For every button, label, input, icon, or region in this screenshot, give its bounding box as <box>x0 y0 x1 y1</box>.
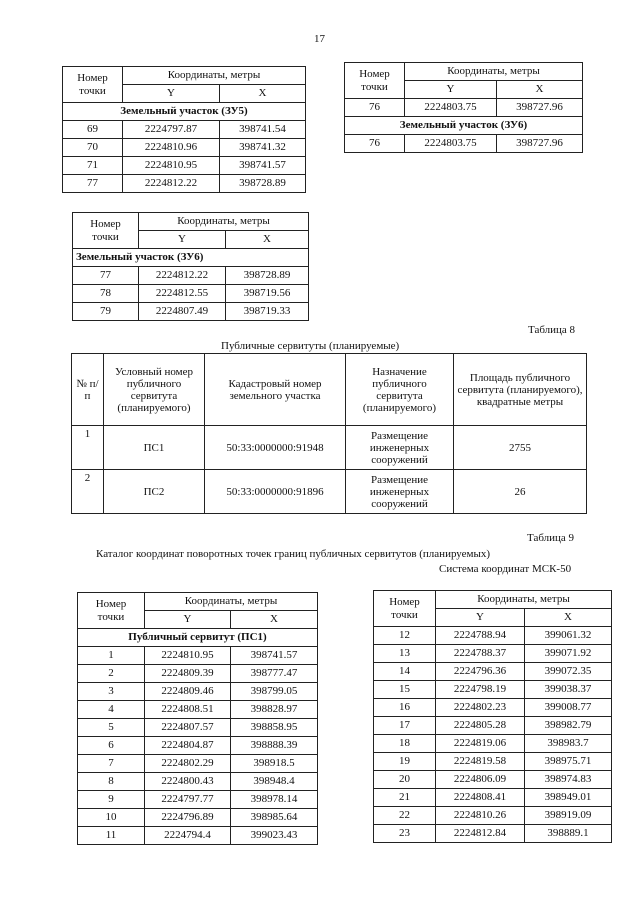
y-value: 2224810.26 <box>436 807 525 825</box>
x-value: 398975.71 <box>525 753 612 771</box>
x-col-header: X <box>525 609 612 627</box>
table-row <box>73 303 309 321</box>
table-row <box>78 683 318 701</box>
y-value: 2224796.36 <box>436 663 525 681</box>
y-value: 2224800.43 <box>145 773 231 791</box>
coords-col-header: Координаты, метры <box>436 591 612 609</box>
table-row <box>374 753 612 771</box>
y-value: 2224809.46 <box>145 683 231 701</box>
cadastral-header: Кадастровый номер земельного участка <box>205 354 346 426</box>
area: 26 <box>454 470 587 514</box>
y-value: 2224798.19 <box>436 681 525 699</box>
y-col-header: Y <box>145 611 231 629</box>
servitude-code: ПС1 <box>104 426 205 470</box>
table-row <box>374 645 612 663</box>
table-row <box>78 737 318 755</box>
point-number: 1 <box>78 647 145 665</box>
coords-col-header: Координаты, метры <box>139 213 309 231</box>
x-value: 398741.32 <box>220 139 306 157</box>
coords-col-header: Координаты, метры <box>405 63 583 81</box>
point-number: 5 <box>78 719 145 737</box>
y-value: 2224810.95 <box>145 647 231 665</box>
point-number: 6 <box>78 737 145 755</box>
coords-col-header: Координаты, метры <box>145 593 318 611</box>
servitude-code: ПС2 <box>104 470 205 514</box>
point-number: 15 <box>374 681 436 699</box>
point-number: 10 <box>78 809 145 827</box>
x-value: 398948.4 <box>231 773 318 791</box>
purpose: Размещение инженерных сооружений <box>346 470 454 514</box>
point-number: 17 <box>374 717 436 735</box>
x-value: 399008.77 <box>525 699 612 717</box>
point-number: 9 <box>78 791 145 809</box>
table-row <box>78 647 318 665</box>
point-number: 69 <box>63 121 123 139</box>
section-title: Земельный участок (ЗУ6) <box>345 117 583 135</box>
table-row <box>374 699 612 717</box>
y-value: 2224804.87 <box>145 737 231 755</box>
x-value: 398889.1 <box>525 825 612 843</box>
table-row <box>374 681 612 699</box>
servitudes-table <box>71 353 587 514</box>
y-value: 2224797.87 <box>123 121 220 139</box>
point-number: 77 <box>73 267 139 285</box>
table-row <box>78 809 318 827</box>
y-value: 2224802.29 <box>145 755 231 773</box>
table-row <box>72 470 587 514</box>
point-number: 77 <box>63 175 123 193</box>
table-row <box>345 135 583 153</box>
y-col-header: Y <box>436 609 525 627</box>
point-col-header: Номер точки <box>78 593 145 629</box>
table-row <box>72 426 587 470</box>
x-value: 399071.92 <box>525 645 612 663</box>
table-row <box>63 139 306 157</box>
x-value: 398741.57 <box>231 647 318 665</box>
point-number: 78 <box>73 285 139 303</box>
table-row <box>345 99 583 117</box>
coordinate-system: Система координат МСК-50 <box>439 563 572 575</box>
point-number: 70 <box>63 139 123 157</box>
y-col-header: Y <box>139 231 226 249</box>
point-number: 18 <box>374 735 436 753</box>
table9-label: Таблица 9 <box>527 532 575 544</box>
table8-title: Публичные сервитуты (планируемые) <box>221 340 400 352</box>
section-title: Земельный участок (ЗУ5) <box>63 103 306 121</box>
y-value: 2224812.55 <box>139 285 226 303</box>
table-row <box>78 665 318 683</box>
table-row <box>78 827 318 845</box>
table-row <box>374 627 612 645</box>
coords-table-zu6-right <box>344 62 583 153</box>
point-number: 8 <box>78 773 145 791</box>
point-number: 79 <box>73 303 139 321</box>
table-row <box>73 267 309 285</box>
y-value: 2224810.95 <box>123 157 220 175</box>
point-number: 12 <box>374 627 436 645</box>
table9-title: Каталог координат поворотных точек границ публичных сервитутов (планируемых) <box>96 548 491 560</box>
y-value: 2224812.22 <box>123 175 220 193</box>
table-row <box>63 175 306 193</box>
table-row <box>374 717 612 735</box>
table-row <box>374 789 612 807</box>
x-value: 398728.89 <box>226 267 309 285</box>
area: 2755 <box>454 426 587 470</box>
x-value: 398719.33 <box>226 303 309 321</box>
y-value: 2224812.22 <box>139 267 226 285</box>
x-value: 398985.64 <box>231 809 318 827</box>
y-value: 2224807.49 <box>139 303 226 321</box>
table8-label: Таблица 8 <box>528 324 576 336</box>
point-number: 3 <box>78 683 145 701</box>
x-value: 398727.96 <box>497 99 583 117</box>
x-value: 398828.97 <box>231 701 318 719</box>
x-value: 398741.54 <box>220 121 306 139</box>
y-value: 2224806.09 <box>436 771 525 789</box>
x-value: 399061.32 <box>525 627 612 645</box>
y-value: 2224805.28 <box>436 717 525 735</box>
table-row <box>374 771 612 789</box>
y-value: 2224802.23 <box>436 699 525 717</box>
table-row <box>374 807 612 825</box>
x-value: 398799.05 <box>231 683 318 701</box>
x-value: 398974.83 <box>525 771 612 789</box>
coords-table-ps1 <box>77 592 318 845</box>
point-number: 2 <box>78 665 145 683</box>
coords-col-header: Координаты, метры <box>123 67 306 85</box>
x-value: 399072.35 <box>525 663 612 681</box>
x-col-header: X <box>226 231 309 249</box>
point-number: 20 <box>374 771 436 789</box>
cadastral-number: 50:33:0000000:91948 <box>205 426 346 470</box>
x-value: 399038.37 <box>525 681 612 699</box>
y-value: 2224819.58 <box>436 753 525 771</box>
y-value: 2224803.75 <box>405 135 497 153</box>
y-value: 2224810.96 <box>123 139 220 157</box>
point-number: 4 <box>78 701 145 719</box>
code-header: Условный номер публичного сервитута (планируемого) <box>104 354 205 426</box>
table-row <box>78 791 318 809</box>
y-value: 2224788.37 <box>436 645 525 663</box>
point-number: 23 <box>374 825 436 843</box>
y-value: 2224796.89 <box>145 809 231 827</box>
y-value: 2224807.57 <box>145 719 231 737</box>
y-col-header: Y <box>123 85 220 103</box>
point-number: 76 <box>345 99 405 117</box>
y-value: 2224819.06 <box>436 735 525 753</box>
point-number: 21 <box>374 789 436 807</box>
x-value: 398858.95 <box>231 719 318 737</box>
table-row <box>374 663 612 681</box>
coords-table-zu5 <box>62 66 306 193</box>
cadastral-number: 50:33:0000000:91896 <box>205 470 346 514</box>
point-col-header: Номер точки <box>73 213 139 249</box>
purpose: Размещение инженерных сооружений <box>346 426 454 470</box>
x-value: 398983.7 <box>525 735 612 753</box>
x-value: 398918.5 <box>231 755 318 773</box>
table-row <box>78 719 318 737</box>
y-value: 2224808.41 <box>436 789 525 807</box>
table-row <box>63 157 306 175</box>
x-value: 399023.43 <box>231 827 318 845</box>
y-col-header: Y <box>405 81 497 99</box>
y-value: 2224803.75 <box>405 99 497 117</box>
table-row <box>374 825 612 843</box>
row-number: 1 <box>72 426 104 470</box>
y-value: 2224808.51 <box>145 701 231 719</box>
area-header: Площадь публичного сервитута (планируемого), квадратные метры <box>454 354 587 426</box>
y-value: 2224794.4 <box>145 827 231 845</box>
point-col-header: Номер точки <box>63 67 123 103</box>
coords-table-ps1-cont <box>373 590 612 843</box>
table-row <box>63 121 306 139</box>
x-value: 398888.39 <box>231 737 318 755</box>
row-number: 2 <box>72 470 104 514</box>
x-value: 398949.01 <box>525 789 612 807</box>
y-value: 2224809.39 <box>145 665 231 683</box>
section-title: Земельный участок (ЗУ6) <box>73 249 309 267</box>
point-number: 22 <box>374 807 436 825</box>
num-header: № п/п <box>72 354 104 426</box>
table-row <box>78 701 318 719</box>
y-value: 2224788.94 <box>436 627 525 645</box>
point-col-header: Номер точки <box>374 591 436 627</box>
table-row <box>73 285 309 303</box>
x-value: 398919.09 <box>525 807 612 825</box>
point-number: 16 <box>374 699 436 717</box>
x-value: 398982.79 <box>525 717 612 735</box>
table-row <box>78 755 318 773</box>
x-value: 398741.57 <box>220 157 306 175</box>
x-value: 398728.89 <box>220 175 306 193</box>
section-title: Публичный сервитут (ПС1) <box>78 629 318 647</box>
y-value: 2224812.84 <box>436 825 525 843</box>
table-row <box>78 773 318 791</box>
point-col-header: Номер точки <box>345 63 405 99</box>
y-value: 2224797.77 <box>145 791 231 809</box>
point-number: 7 <box>78 755 145 773</box>
page-number: 17 <box>314 33 325 45</box>
purpose-header: Назначение публичного сервитута (планируемого) <box>346 354 454 426</box>
x-value: 398777.47 <box>231 665 318 683</box>
point-number: 76 <box>345 135 405 153</box>
point-number: 71 <box>63 157 123 175</box>
x-col-header: X <box>220 85 306 103</box>
x-col-header: X <box>497 81 583 99</box>
x-value: 398727.96 <box>497 135 583 153</box>
coords-table-zu6 <box>72 212 309 321</box>
x-col-header: X <box>231 611 318 629</box>
point-number: 13 <box>374 645 436 663</box>
x-value: 398978.14 <box>231 791 318 809</box>
point-number: 19 <box>374 753 436 771</box>
point-number: 11 <box>78 827 145 845</box>
point-number: 14 <box>374 663 436 681</box>
x-value: 398719.56 <box>226 285 309 303</box>
table-row <box>374 735 612 753</box>
